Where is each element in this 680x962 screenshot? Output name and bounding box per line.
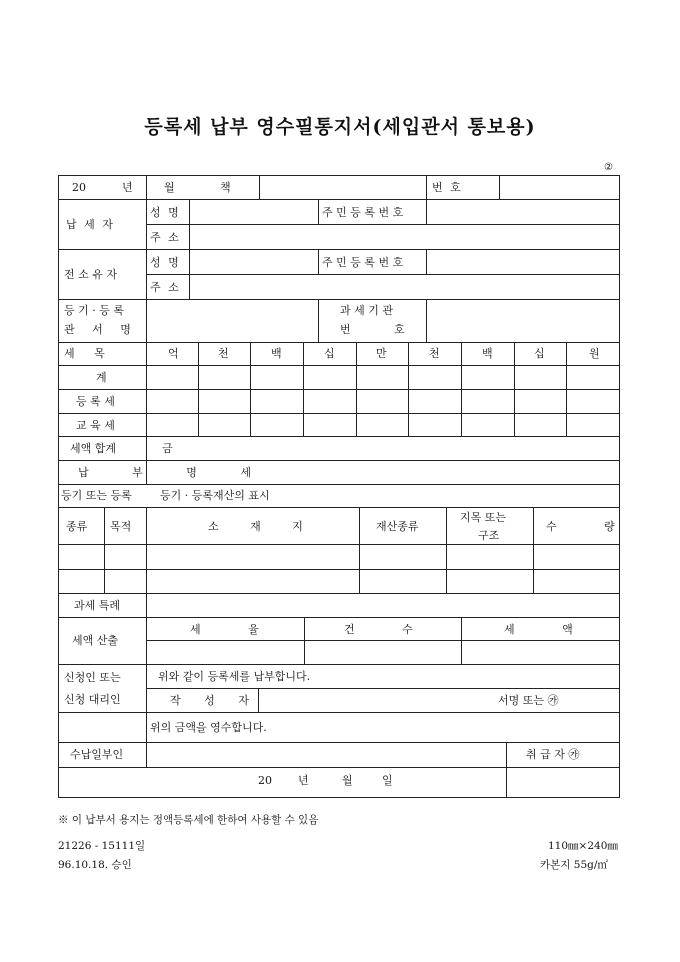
unit-cheon-2: 천 (429, 347, 440, 360)
row-education-tax: 교 육 세 (76, 419, 115, 432)
taxpayer-address-label: 주 소 (150, 231, 181, 244)
table-rule-line (566, 342, 567, 436)
table-rule-line (58, 342, 620, 343)
month-label: 월 (164, 181, 175, 194)
table-rule-line (58, 484, 620, 485)
property-quantity-label: 수 량 (546, 520, 637, 533)
table-rule-line (506, 742, 507, 797)
prev-owner-resident-no-label: 주 민 등 록 번 호 (322, 256, 404, 269)
handler-label: 취 급 자 ㉮ (526, 748, 580, 761)
table-rule-line (58, 365, 620, 366)
receipt-statement: 위의 금액을 영수합니다. (150, 721, 267, 734)
property-category-label: 재산종류 (376, 520, 419, 533)
table-rule-line (499, 175, 500, 199)
table-rule-line (58, 389, 620, 390)
table-rule-line (408, 342, 409, 436)
tax-office-label-2b: 호 (394, 323, 405, 336)
table-rule-line (318, 249, 319, 274)
property-structure-label-2: 구조 (478, 529, 500, 542)
unit-sip-2: 십 (534, 347, 545, 360)
table-rule-line (58, 664, 620, 665)
table-rule-line (514, 342, 515, 436)
table-rule-line (461, 342, 462, 436)
year-label: 년 (122, 181, 133, 194)
table-rule-line (303, 342, 304, 436)
form-title: 등록세 납부 영수필통지서(세입관서 통보용) (144, 116, 536, 138)
table-rule-line (104, 507, 105, 593)
table-rule-line (259, 175, 260, 199)
tax-calc-label: 세액 산출 (72, 634, 119, 647)
applicant-label-1: 신청인 또는 (64, 671, 121, 684)
payment-details-header: 납 부 명 세 (78, 466, 271, 479)
table-rule-line (58, 199, 620, 200)
year-prefix: 20 (72, 181, 86, 194)
table-rule-line (426, 199, 427, 224)
table-rule-line (146, 274, 620, 275)
tax-office-label-2a: 번 (340, 323, 351, 336)
table-rule-line (58, 507, 620, 508)
property-purpose-label: 목적 (110, 520, 132, 533)
table-rule-line (359, 507, 360, 593)
usage-note: ※ 이 납부서 용지는 정액등록세에 한하여 사용할 수 있음 (58, 814, 319, 826)
table-rule-line (58, 413, 620, 414)
row-registration-tax: 등 록 세 (76, 395, 115, 408)
paper-type: 카본지 55g/㎡ (540, 859, 608, 871)
total-tax-label: 세액 합계 (70, 442, 117, 455)
border-top (58, 175, 620, 176)
unit-baek: 백 (271, 347, 282, 360)
table-rule-line (198, 342, 199, 436)
table-rule-line (58, 460, 620, 461)
table-rule-line (146, 640, 620, 641)
table-rule-line (58, 544, 620, 545)
receipt-date-year: 년 (298, 774, 309, 787)
unit-baek-2: 백 (482, 347, 493, 360)
unit-won: 원 (589, 347, 600, 360)
unit-sip: 십 (324, 347, 335, 360)
registration-type-label: 등기 또는 등록 (61, 489, 132, 502)
table-rule-line (250, 342, 251, 436)
row-total: 계 (96, 371, 107, 384)
paper-size: 110㎜×240㎜ (548, 840, 618, 852)
table-rule-line (318, 299, 319, 342)
tax-amount-label: 세 액 (504, 623, 595, 636)
table-rule-line (318, 199, 319, 224)
receipt-date-prefix: 20 (258, 774, 272, 787)
table-rule-line (58, 569, 620, 570)
table-rule-line (426, 249, 427, 274)
table-rule-line (58, 436, 620, 437)
tax-office-label-1: 과 세 기 관 (340, 304, 393, 317)
taxpayer-resident-no-label: 주 민 등 록 번 호 (322, 206, 404, 219)
table-rule-line (426, 299, 427, 342)
case-count-label: 건 수 (344, 623, 435, 636)
table-rule-line (58, 249, 620, 250)
total-tax-value: 금 (162, 442, 173, 455)
table-rule-line (356, 342, 357, 436)
table-rule-line (146, 224, 620, 225)
table-rule-line (146, 507, 147, 767)
border-left (58, 175, 59, 797)
table-rule-line (58, 593, 620, 594)
receipt-date-month: 월 (342, 774, 353, 787)
table-rule-line (426, 175, 427, 199)
table-rule-line (461, 617, 462, 664)
unit-man: 만 (376, 347, 387, 360)
table-rule-line (304, 617, 305, 664)
table-rule-line (58, 767, 620, 768)
registry-office-label-2: 관 서 명 (64, 323, 138, 336)
tax-rate-label: 세 율 (190, 623, 281, 636)
table-rule-line (189, 199, 190, 299)
form-number-mark: ② (604, 162, 613, 173)
tax-receipt-form (58, 175, 637, 797)
prev-owner-name-label: 성 명 (150, 256, 181, 269)
table-rule-line (533, 507, 534, 593)
unit-cheon: 천 (218, 347, 229, 360)
property-structure-label-1: 지목 또는 (460, 511, 507, 524)
applicant-label-2: 신청 대리인 (64, 693, 121, 706)
property-kind-label: 종류 (66, 520, 88, 533)
number-label: 번 호 (432, 181, 463, 194)
table-rule-line (58, 299, 620, 300)
prev-owner-label: 전 소 유 자 (64, 268, 117, 281)
border-right (619, 175, 620, 797)
table-rule-line (446, 507, 447, 593)
border-bottom (58, 797, 620, 798)
receiver-stamp-label: 수납일부인 (70, 748, 124, 761)
property-location-label: 소 재 지 (208, 520, 317, 533)
registration-property-label: 등기 · 등록재산의 표시 (160, 489, 270, 502)
signature-label: 서명 또는 ㉮ (498, 694, 559, 707)
taxpayer-label: 납 세 자 (66, 218, 115, 231)
special-tax-label: 과세 특례 (74, 599, 121, 612)
table-rule-line (146, 175, 147, 484)
tax-item-label: 세 목 (64, 347, 113, 360)
table-rule-line (146, 688, 620, 689)
table-rule-line (58, 742, 620, 743)
registry-office-label-1: 등 기 · 등 록 (64, 304, 124, 317)
applicant-statement: 위와 같이 등록세를 납부합니다. (158, 670, 311, 683)
prev-owner-address-label: 주 소 (150, 281, 181, 294)
approval-date: 96.10.18. 승인 (58, 859, 132, 871)
taxpayer-name-label: 성 명 (150, 206, 181, 219)
receipt-date-day: 일 (382, 774, 393, 787)
book-label: 책 (220, 181, 231, 194)
writer-label: 작 성 자 (170, 694, 259, 707)
table-rule-line (58, 617, 620, 618)
unit-eok: 억 (168, 347, 179, 360)
form-code: 21226 - 15111일 (58, 840, 146, 852)
table-rule-line (58, 712, 620, 713)
